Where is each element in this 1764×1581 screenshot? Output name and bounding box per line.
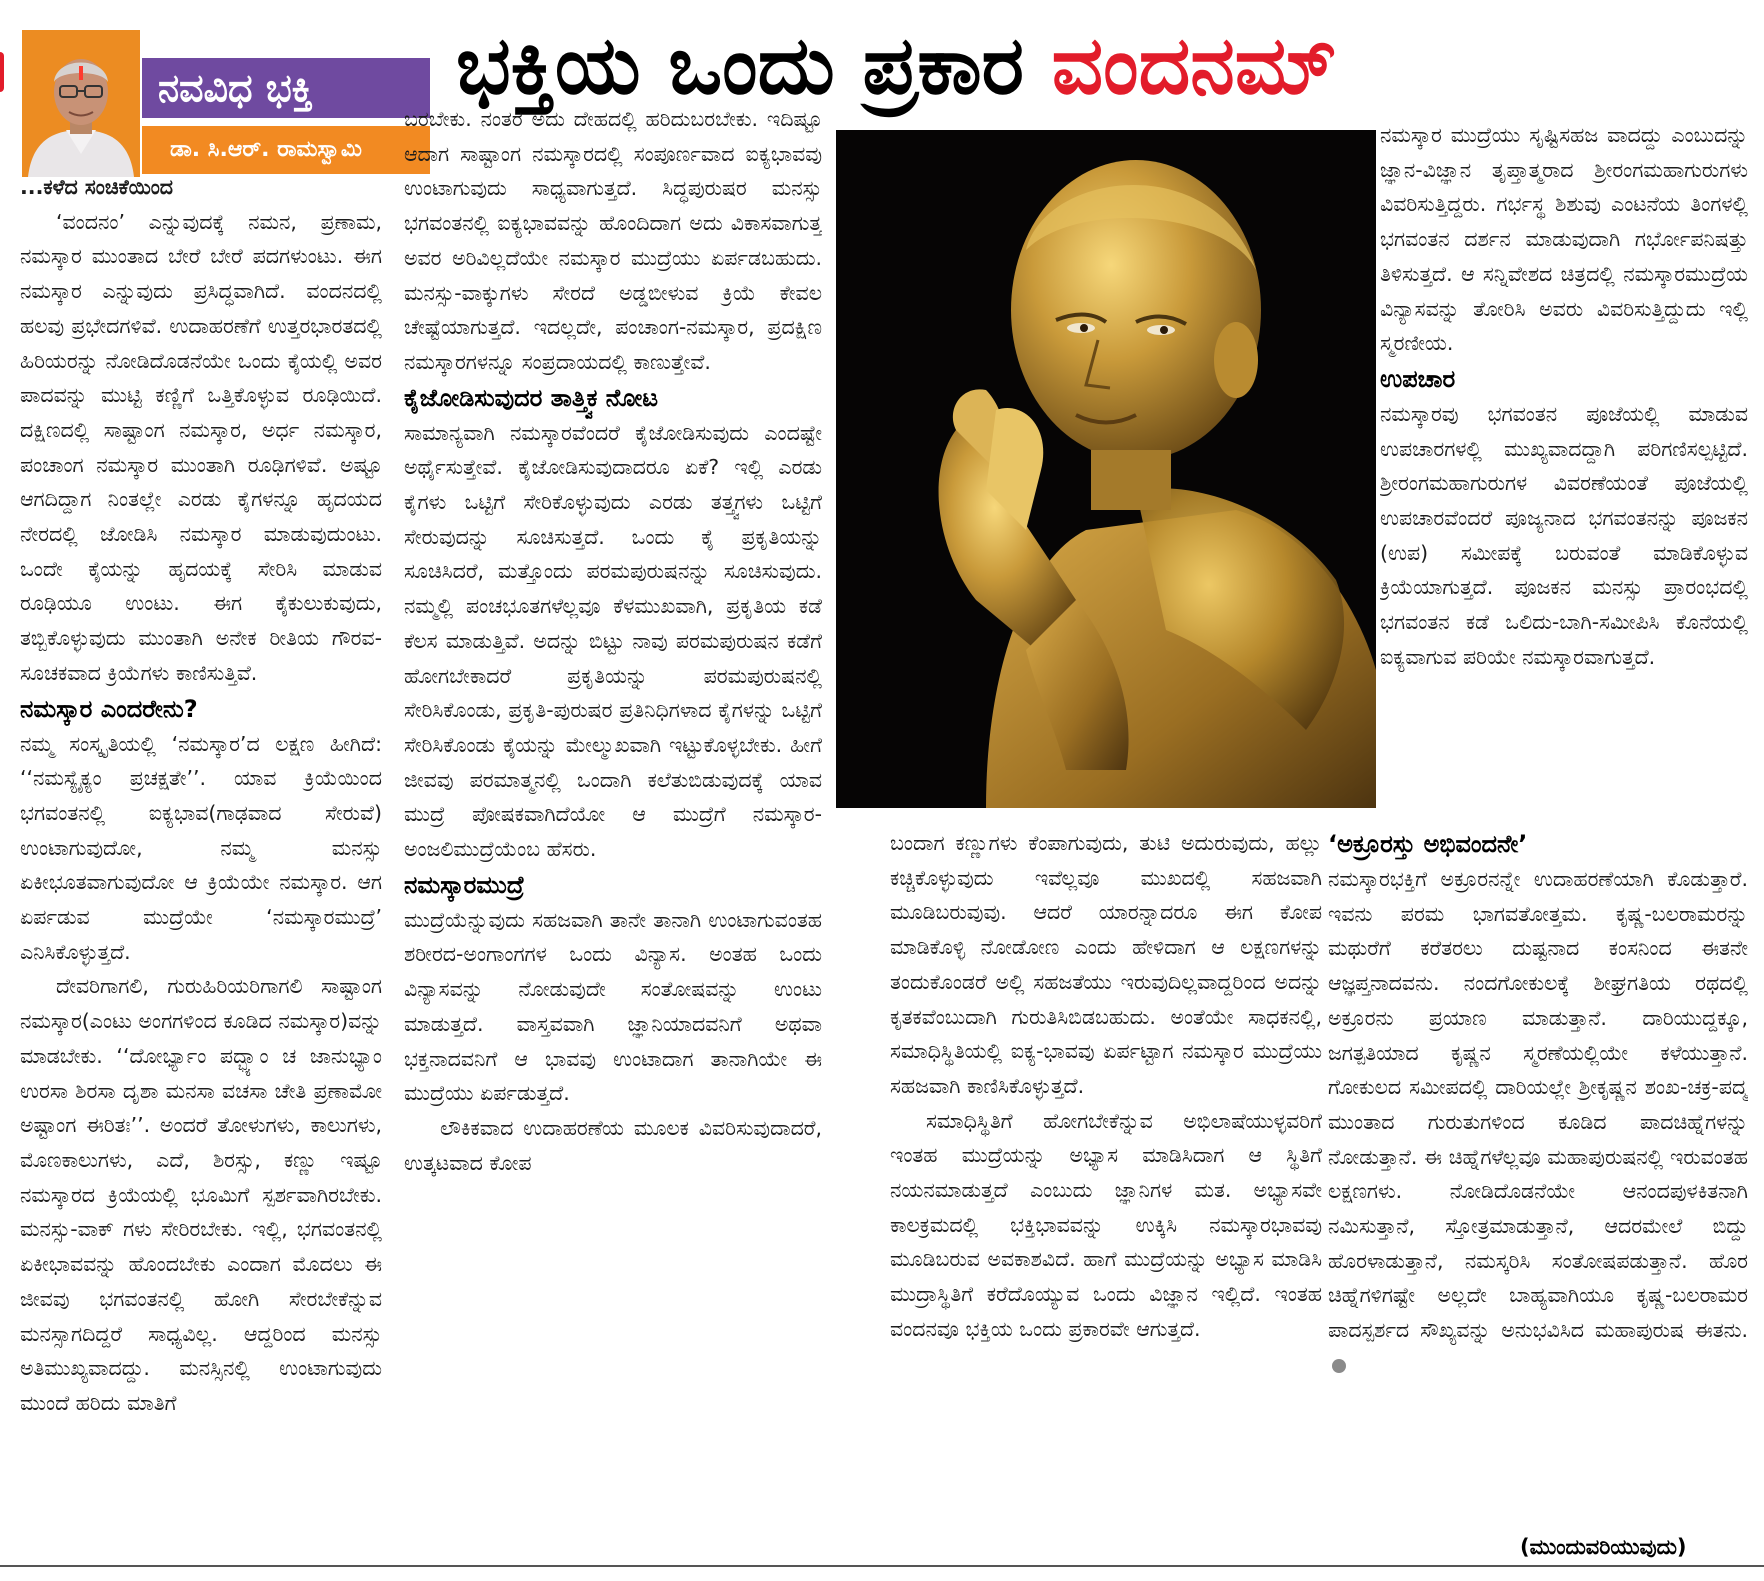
paragraph: ಬಂದಾಗ ಕಣ್ಣುಗಳು ಕೆಂಪಾಗುವುದು, ತುಟಿ ಅದುರುವುದು, ಹಲ್ಲು ಕಚ್ಚಿಕೊಳ್ಳುವುದು ಇವೆಲ್ಲವೂ ಮುಖದಲ್ಲಿ ಸಹಜವಾಗಿ ಮೂಡಿಬರುವುವು. ಆದರೆ ಯಾರನ್ನಾದರೂ ಈಗ ಕೋಪ ಮಾಡಿಕೊಳ್ಳಿ ನೋಡೋಣ ಎಂದು ಹೇಳಿದಾಗ ಆ ಲಕ್ಷಣಗಳನ್ನು ತಂದುಕೊಂಡರೆ ಅಲ್ಲಿ ಸಹಜತೆಯು ಇರುವುದಿಲ್ಲವಾದ್ದರಿಂದ ಅದನ್ನು ಕೃತಕವೆಂಬುದಾಗಿ ಗುರುತಿಸಿಬಿಡಬಹುದು. ಅಂತೆಯೇ ಸಾಧಕನಲ್ಲಿ, ಸಮಾಧಿಸ್ಥಿತಿಯಲ್ಲಿ ಐಕ್ಯ-ಭಾವವು ಏರ್ಪಟ್ಟಾಗ ನಮಸ್ಕಾರ ಮುದ್ರೆಯು ಸಹಜವಾಗಿ ಕಾಣಿಸಿಕೊಳ್ಳುತ್ತದೆ. xyxy=(890,831,1322,1098)
author-portrait-icon xyxy=(22,30,140,177)
paragraph: ಮುದ್ರೆಯೆನ್ನುವುದು ಸಹಜವಾಗಿ ತಾನೇ ತಾನಾಗಿ ಉಂಟಾಗುವಂತಹ ಶರೀರದ-ಅಂಗಾಂಗಗಳ ಒಂದು ವಿನ್ಯಾಸ. ಅಂತಹ ಒಂದು ವಿನ್ಯಾಸವನ್ನು ನೋಡುವುದೇ ಸಂತೋಷವನ್ನು ಉಂಟು ಮಾಡುತ್ತದೆ. ವಾಸ್ತವವಾಗಿ ಜ್ಞಾನಿಯಾದವನಿಗೆ ಅಥವಾ ಭಕ್ತನಾದವನಿಗೆ ಆ ಭಾವವು ಉಂಟಾದಾಗ ತಾನಾಗಿಯೇ ಈ ಮುದ್ರೆಯು ಏರ್ಪಡುತ್ತದೆ. xyxy=(404,907,822,1106)
bottom-rule xyxy=(0,1565,1764,1567)
paragraph: ದೇವರಿಗಾಗಲಿ, ಗುರುಹಿರಿಯರಿಗಾಗಲಿ ಸಾಷ್ಟಾಂಗ ನಮಸ್ಕಾರ(ಎಂಟು ಅಂಗಗಳಿಂದ ಕೂಡಿದ ನಮಸ್ಕಾರ)ವನ್ನು ಮಾಡಬೇಕು. ‘‘ದೋರ್ಭ್ಯಾಂ ಪದ್ಭ್ಯಾಂ ಚ ಜಾನುಭ್ಯಾಂ ಉರಸಾ ಶಿರಸಾ ದೃಶಾ ಮನಸಾ ವಚಸಾ ಚೇತಿ ಪ್ರಣಾಮೋ ಅಷ್ಟಾಂಗ ಈರಿತಃ’’. ಅಂದರೆ ತೋಳುಗಳು, ಕಾಲುಗಳು, ಮೊಣಕಾಲುಗಳು, ಎದೆ, ಶಿರಸ್ಸು, ಕಣ್ಣು ಇಷ್ಟೂ ನಮಸ್ಕಾರದ ಕ್ರಿಯೆಯಲ್ಲಿ ಭೂಮಿಗೆ ಸ್ಪರ್ಶವಾಗಿರಬೇಕು. ಮನಸ್ಸು-ವಾಕ್ ಗಳು ಸೇರಿರಬೇಕು. ಇಲ್ಲಿ, ಭಗವಂತನಲ್ಲಿ ಏಕೀಭಾವವನ್ನು ಹೊಂದಬೇಕು ಎಂದಾಗ ಮೊದಲು ಈ ಜೀವವು ಭಗವಂತನಲ್ಲಿ ಹೋಗಿ ಸೇರಬೇಕೆನ್ನುವ ಮನಸ್ಸಾಗದಿದ್ದರೆ ಸಾಧ್ಯವಿಲ್ಲ. ಆದ್ದರಿಂದ ಮನಸ್ಸು ಅತಿಮುಖ್ಯವಾದದ್ದು. ಮನಸ್ಸಿನಲ್ಲಿ ಉಂಟಾಗುವುದು ಮುಂದೆ ಹರಿದು ಮಾತಿಗೆ xyxy=(20,974,382,1415)
series-title: ನವವಿಧ ಭಕ್ತಿ xyxy=(142,58,430,118)
article-column-1 xyxy=(20,170,382,1562)
paragraph: ನಮಸ್ಕಾರಭಕ್ತಿಗೆ ಅಕ್ರೂರನನ್ನೇ ಉದಾಹರಣೆಯಾಗಿ ಕೊಡುತ್ತಾರೆ. ಇವನು ಪರಮ ಭಾಗವತೋತ್ತಮ. ಕೃಷ್ಣ-ಬಲರಾಮರನ್ನು ಮಥುರೆಗೆ ಕರೆತರಲು ದುಷ್ಟನಾದ ಕಂಸನಿಂದ ಈತನೇ ಆಜ್ಞಪ್ತನಾದವನು. ನಂದಗೋಕುಲಕ್ಕೆ ಶೀಘ್ರಗತಿಯ ರಥದಲ್ಲಿ ಅಕ್ರೂರನು ಪ್ರಯಾಣ ಮಾಡುತ್ತಾನೆ. ದಾರಿಯುದ್ದಕ್ಕೂ, ಜಗತ್ಪತಿಯಾದ ಕೃಷ್ಣನ ಸ್ಮರಣೆಯಲ್ಲಿಯೇ ಕಳೆಯುತ್ತಾನೆ. ಗೋಕುಲದ ಸಮೀಪದಲ್ಲಿ ದಾರಿಯಲ್ಲೇ ಶ್ರೀಕೃಷ್ಣನ ಶಂಖ-ಚಕ್ರ-ಪದ್ಮ ಮುಂತಾದ ಗುರುತುಗಳಿಂದ ಕೂಡಿದ ಪಾದಚಿಹ್ನೆಗಳನ್ನು ನೋಡುತ್ತಾನೆ. ಈ ಚಿಹ್ನೆಗಳೆಲ್ಲವೂ ಮಹಾಪುರುಷನಲ್ಲಿ ಇರುವಂತಹ ಲಕ್ಷಣಗಳು. ನೋಡಿದೊಡನೆಯೇ ಆನಂದಪುಳಕಿತನಾಗಿ ನಮಿಸುತ್ತಾನೆ, ಸ್ತೋತ್ರಮಾಡುತ್ತಾನೆ, ಆದರಮೇಲೆ ಬಿದ್ದು ಹೊರಳಾಡುತ್ತಾನೆ, ನಮಸ್ಕರಿಸಿ ಸಂತೋಷಪಡುತ್ತಾನೆ. ಹೊರ ಚಿಹ್ನೆಗಳಿಗಷ್ಟೇ ಅಲ್ಲದೇ ಬಾಹ್ಯವಾಗಿಯೂ ಕೃಷ್ಣ-ಬಲರಾಮರ ಪಾದಸ್ಪರ್ಶದ ಸೌಖ್ಯವನ್ನು ಅನುಭವಿಸಿದ ಮಹಾಪುರುಷ ಈತನು. xyxy=(1328,867,1748,1343)
author-photo xyxy=(22,30,140,177)
headline-main: ಭಕ್ತಿಯ ಒಂದು ಪ್ರಕಾರ xyxy=(456,19,1052,112)
paragraph: ಸಮಾಧಿಸ್ಥಿತಿಗೆ ಹೋಗಬೇಕೆನ್ನುವ ಅಭಿಲಾಷೆಯುಳ್ಳವರಿಗೆ ಇಂತಹ ಮುದ್ರೆಯನ್ನು ಅಭ್ಯಾಸ ಮಾಡಿಸಿದಾಗ ಆ ಸ್ಥಿತಿಗೆ ನಯನಮಾಡುತ್ತದೆ ಎಂಬುದು ಜ್ಞಾನಿಗಳ ಮತ. ಅಭ್ಯಾಸವೇ ಕಾಲಕ್ರಮದಲ್ಲಿ ಭಕ್ತಿಭಾವವನ್ನು ಉಕ್ಕಿಸಿ ನಮಸ್ಕಾರಭಾವವು ಮೂಡಿಬರುವ ಅವಕಾಶವಿದೆ. ಹಾಗೆ ಮುದ್ರೆಯನ್ನು ಅಭ್ಯಾಸ ಮಾಡಿಸಿ ಮುದ್ರಾಸ್ಥಿತಿಗೆ ಕರೆದೊಯ್ಯುವ ಒಂದು ವಿಜ್ಞಾನ ಇಲ್ಲಿದೆ. ಇಂತಹ ವಂದನವೂ ಭಕ್ತಿಯ ಒಂದು ಪ್ರಕಾರವೇ ಆಗುತ್ತದೆ. xyxy=(890,1108,1322,1341)
paragraph: ನಮಸ್ಕಾರವು ಭಗವಂತನ ಪೂಜೆಯಲ್ಲಿ ಮಾಡುವ ಉಪಚಾರಗಳಲ್ಲಿ ಮುಖ್ಯವಾದದ್ದಾಗಿ ಪರಿಗಣಿಸಲ್ಪಟ್ಟಿದೆ. ಶ್ರೀರಂಗಮಹಾಗುರುಗಳ ವಿವರಣೆಯಂತೆ ಪೂಜೆಯಲ್ಲಿ ಉಪಚಾರವೆಂದರೆ ಪೂಜ್ಯನಾದ ಭಗವಂತನನ್ನು ಪೂಜಕನ (ಉಪ) ಸಮೀಪಕ್ಕೆ ಬರುವಂತೆ ಮಾಡಿಕೊಳ್ಳುವ ಕ್ರಿಯೆಯಾಗುತ್ತದೆ. ಪೂಜಕನ ಮನಸ್ಸು ಪ್ರಾರಂಭದಲ್ಲಿ ಭಗವಂತನ ಕಡೆ ಒಲಿದು-ಬಾಗಿ-ಸಮೀಪಿಸಿ ಕೊನೆಯಲ್ಲಿ ಐಕ್ಯವಾಗುವ ಪರಿಯೇ ನಮಸ್ಕಾರವಾಗುತ್ತದೆ. xyxy=(1380,401,1748,669)
continued-from-note: ...ಕಳೆದ ಸಂಚಿಕೆಯಿಂದ xyxy=(20,175,174,199)
subheading: ಕೈಜೋಡಿಸುವುದರ ತಾತ್ತ್ವಿಕ ನೋಟ xyxy=(404,383,658,412)
subheading: ನಮಸ್ಕಾರ ಎಂದರೇನು? xyxy=(20,694,198,723)
end-mark-icon xyxy=(1332,1359,1346,1373)
paragraph: ಸಾಮಾನ್ಯವಾಗಿ ನಮಸ್ಕಾರವೆಂದರೆ ಕೈಜೋಡಿಸುವುದು ಎಂದಷ್ಟೇ ಅರ್ಥೈಸುತ್ತೇವೆ. ಕೈಜೋಡಿಸುವುದಾದರೂ ಏಕೆ? ಇಲ್ಲಿ ಎರಡು ಕೈಗಳು ಒಟ್ಟಿಗೆ ಸೇರಿಕೊಳ್ಳುವುದು ಎರಡು ತತ್ತ್ವಗಳು ಒಟ್ಟಿಗೆ ಸೇರುವುದನ್ನು ಸೂಚಿಸುತ್ತದೆ. ಒಂದು ಕೈ ಪ್ರಕೃತಿಯನ್ನು ಸೂಚಿಸಿದರೆ, ಮತ್ತೊಂದು ಪರಮಪುರುಷನನ್ನು ಸೂಚಿಸುವುದು. ನಮ್ಮಲ್ಲಿ ಪಂಚಭೂತಗಳೆಲ್ಲವೂ ಕೆಳಮುಖವಾಗಿ, ಪ್ರಕೃತಿಯ ಕಡೆ ಕೆಲಸ ಮಾಡುತ್ತಿವೆ. ಅದನ್ನು ಬಿಟ್ಟು ನಾವು ಪರಮಪುರುಷನ ಕಡೆಗೆ ಹೋಗಬೇಕಾದರೆ ಪ್ರಕೃತಿಯನ್ನು ಪರಮಪುರುಷನಲ್ಲಿ ಸೇರಿಸಿಕೊಂಡು, ಪ್ರಕೃತಿ-ಪುರುಷರ ಪ್ರತಿನಿಧಿಗಳಾದ ಕೈಗಳನ್ನು ಒಟ್ಟಿಗೆ ಸೇರಿಸಿಕೊಂಡು ಕೈಯನ್ನು ಮೇಲ್ಮುಖವಾಗಿ ಇಟ್ಟುಕೊಳ್ಳಬೇಕು. ಹೀಗೆ ಜೀವವು ಪರಮಾತ್ಮನಲ್ಲಿ ಒಂದಾಗಿ ಕಲೆತುಬಿಡುವುದಕ್ಕೆ ಯಾವ ಮುದ್ರೆ ಪೋಷಕವಾಗಿದೆಯೋ ಆ ಮುದ್ರೆಗೆ ನಮಸ್ಕಾರ-ಅಂಜಲಿಮುದ್ರೆಯೆಂಬ ಹೆಸರು. xyxy=(404,420,822,862)
page-edge-mark xyxy=(0,52,4,92)
article-column-4 xyxy=(1380,118,1748,820)
paragraph: ‘ವಂದನಂ’ ಎನ್ನುವುದಕ್ಕೆ ನಮನ, ಪ್ರಣಾಮ, ನಮಸ್ಕಾರ ಮುಂತಾದ ಬೇರೆ ಬೇರೆ ಪದಗಳುಂಟು. ಈಗ ನಮಸ್ಕಾರ ಎನ್ನುವುದು ಪ್ರಸಿದ್ಧವಾಗಿದೆ. ವಂದನದಲ್ಲಿ ಹಲವು ಪ್ರಭೇದಗಳಿವೆ. ಉದಾಹರಣೆಗೆ ಉತ್ತರಭಾರತದಲ್ಲಿ ಹಿರಿಯರನ್ನು ನೋಡಿದೊಡನೆಯೇ ಒಂದು ಕೈಯಲ್ಲಿ ಅವರ ಪಾದವನ್ನು ಮುಟ್ಟಿ ಕಣ್ಣಿಗೆ ಒತ್ತಿಕೊಳ್ಳುವ ರೂಢಿಯಿದೆ. ದಕ್ಷಿಣದಲ್ಲಿ ಸಾಷ್ಟಾಂಗ ನಮಸ್ಕಾರ, ಅರ್ಧ ನಮಸ್ಕಾರ, ಪಂಚಾಂಗ ನಮಸ್ಕಾರ ಮುಂತಾಗಿ ರೂಢಿಗಳಿವೆ. ಅಷ್ಟೂ ಆಗದಿದ್ದಾಗ ನಿಂತಲ್ಲೇ ಎರಡು ಕೈಗಳನ್ನೂ ಹೃದಯದ ನೇರದಲ್ಲಿ ಜೋಡಿಸಿ ನಮಸ್ಕಾರ ಮಾಡುವುದುಂಟು. ಒಂದೇ ಕೈಯನ್ನು ಹೃದಯಕ್ಕೆ ಸೇರಿಸಿ ಮಾಡುವ ರೂಢಿಯೂ ಉಂಟು. ಈಗ ಕೈಕುಲುಕುವುದು, ತಬ್ಬಿಕೊಳ್ಳುವುದು ಮುಂತಾಗಿ ಅನೇಕ ರೀತಿಯ ಗೌರವ-ಸೂಚಕವಾದ ಕ್ರಿಯೆಗಳು ಕಾಣಿಸುತ್ತಿವೆ. xyxy=(20,209,382,685)
article-column-3 xyxy=(890,826,1322,1562)
subheading: ಉಪಚಾರ xyxy=(1380,364,1456,393)
paragraph: ನಮ್ಮ ಸಂಸ್ಕೃತಿಯಲ್ಲಿ ‘ನಮಸ್ಕಾರ’ದ ಲಕ್ಷಣ ಹೀಗಿದೆ: ‘‘ನಮಸ್ಯೈಕ್ಯಂ ಪ್ರಚಕ್ಷತೇ’’. ಯಾವ ಕ್ರಿಯೆಯಿಂದ ಭಗವಂತನಲ್ಲಿ ಐಕ್ಯಭಾವ(ಗಾಢವಾದ ಸೇರುವೆ) ಉಂಟಾಗುವುದೋ, ನಮ್ಮ ಮನಸ್ಸು ಏಕೀಭೂತವಾಗುವುದೋ ಆ ಕ್ರಿಯೆಯೇ ನಮಸ್ಕಾರ. ಆಗ ಏರ್ಪಡುವ ಮುದ್ರೆಯೇ ‘ನಮಸ್ಕಾರಮುದ್ರೆ’ ಎನಿಸಿಕೊಳ್ಳುತ್ತದೆ. xyxy=(20,731,382,964)
article-column-2 xyxy=(404,102,822,1562)
author-name: ಡಾ. ಸಿ.ಆರ್. ರಾಮಸ್ವಾಮಿ xyxy=(142,126,430,174)
article-column-5 xyxy=(1328,826,1748,1532)
subheading: ನಮಸ್ಕಾರಮುದ್ರೆ xyxy=(404,870,525,899)
continued-note: (ಮುಂದುವರಿಯುವುದು) xyxy=(1520,1535,1687,1559)
headline-highlight: ವಂದನಮ್ xyxy=(1051,19,1337,112)
subheading: ‘ಅಕ್ರೂರಸ್ತು ಅಭಿವಂದನೇ’ xyxy=(1328,830,1528,858)
praying-figure-icon xyxy=(836,130,1376,808)
paragraph: ಲೌಕಿಕವಾದ ಉದಾಹರಣೆಯ ಮೂಲಕ ವಿವರಿಸುವುದಾದರೆ, ಉತ್ಕಟವಾದ ಕೋಪ xyxy=(404,1115,822,1175)
paragraph: ಬರಬೇಕು. ನಂತರ ಅದು ದೇಹದಲ್ಲಿ ಹರಿದುಬರಬೇಕು. ಇದಿಷ್ಟೂ ಆದಾಗ ಸಾಷ್ಟಾಂಗ ನಮಸ್ಕಾರದಲ್ಲಿ ಸಂಪೂರ್ಣವಾದ ಐಕ್ಯಭಾವವು ಉಂಟಾಗುವುದು ಸಾಧ್ಯವಾಗುತ್ತದೆ. ಸಿದ್ಧಪುರುಷರ ಮನಸ್ಸು ಭಗವಂತನಲ್ಲಿ ಐಕ್ಯಭಾವವನ್ನು ಹೊಂದಿದಾಗ ಅದು ವಿಕಾಸವಾಗುತ್ತ ಅವರ ಅರಿವಿಲ್ಲದೆಯೇ ನಮಸ್ಕಾರ ಮುದ್ರೆಯು ಏರ್ಪಡಬಹುದು. ಮನಸ್ಸು-ವಾಕ್ಕುಗಳು ಸೇರದೆ ಅಡ್ಡಬೀಳುವ ಕ್ರಿಯೆ ಕೇವಲ ಚೇಷ್ಟೆಯಾಗುತ್ತದೆ. ಇದಲ್ಲದೇ, ಪಂಚಾಂಗ-ನಮಸ್ಕಾರ, ಪ್ರದಕ್ಷಿಣ ನಮಸ್ಕಾರಗಳನ್ನೂ ಸಂಪ್ರದಾಯದಲ್ಲಿ ಕಾಣುತ್ತೇವೆ. xyxy=(404,107,822,374)
praying-statue-photo xyxy=(836,130,1376,808)
paragraph: ನಮಸ್ಕಾರ ಮುದ್ರೆಯು ಸೃಷ್ಟಿಸಹಜ ವಾದದ್ದು ಎಂಬುದನ್ನು ಜ್ಞಾನ-ವಿಜ್ಞಾನ ತೃಪ್ತಾತ್ಮರಾದ ಶ್ರೀರಂಗಮಹಾಗುರುಗಳು ವಿವರಿಸುತ್ತಿದ್ದರು. ಗರ್ಭಸ್ಥ ಶಿಶುವು ಎಂಟನೆಯ ತಿಂಗಳಲ್ಲಿ ಭಗವಂತನ ದರ್ಶನ ಮಾಡುವುದಾಗಿ ಗರ್ಭೋಪನಿಷತ್ತು ತಿಳಿಸುತ್ತದೆ. ಆ ಸನ್ನಿವೇಶದ ಚಿತ್ರದಲ್ಲಿ ನಮಸ್ಕಾರಮುದ್ರೆಯ ವಿನ್ಯಾಸವನ್ನು ತೋರಿಸಿ ಅವರು ವಿವರಿಸುತ್ತಿದ್ದುದು ಇಲ್ಲಿ ಸ್ಮರಣೀಯ. xyxy=(1380,123,1748,356)
